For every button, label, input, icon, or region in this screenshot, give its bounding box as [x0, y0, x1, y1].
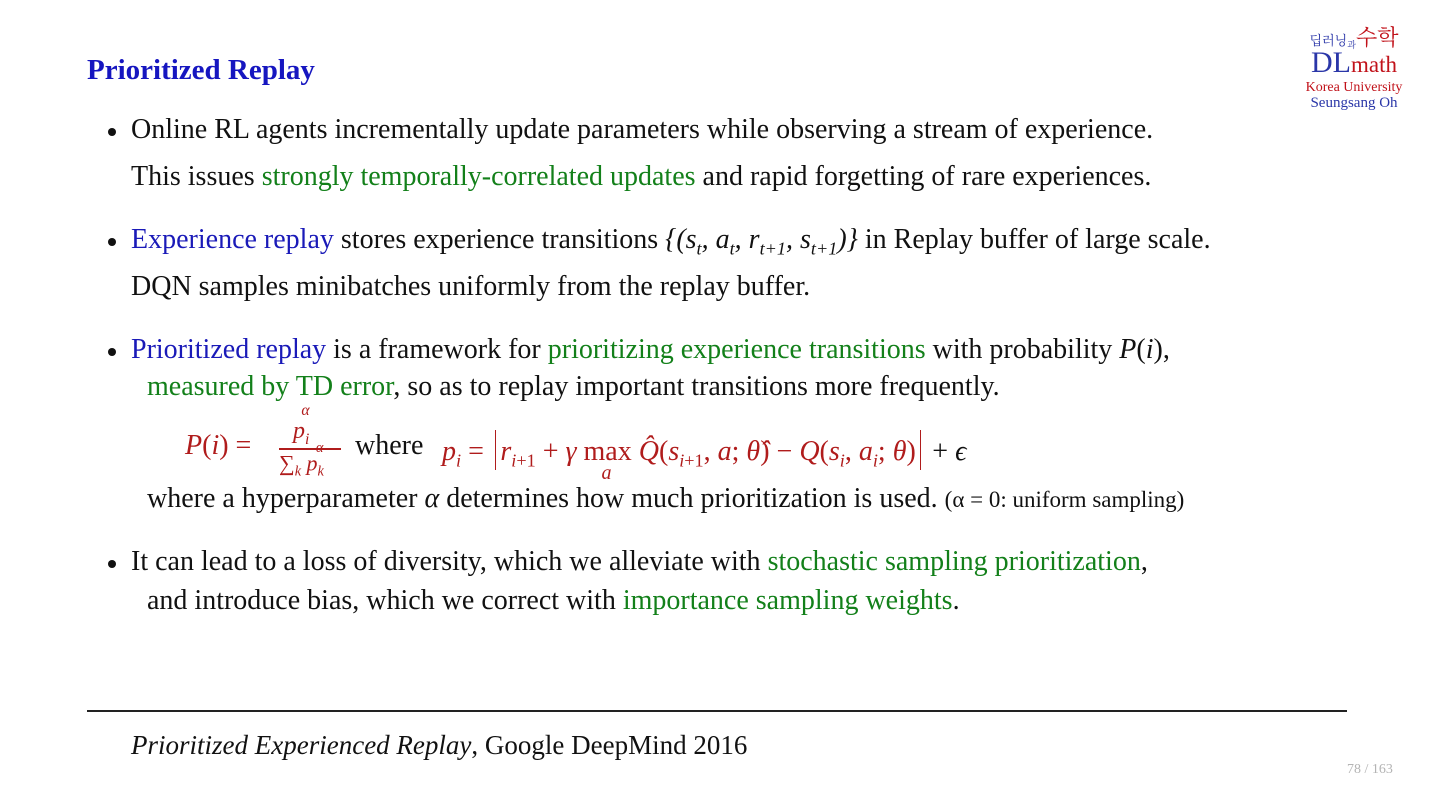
bullet-3-note: (α = 0: uniform sampling)	[944, 487, 1185, 512]
bullet-4-line-1	[131, 546, 1148, 578]
bullet-3-line-3-pre: where a hyperparameter	[147, 483, 425, 514]
formula-where: where	[355, 430, 424, 461]
bullet-dot-2	[108, 238, 116, 246]
formula-max: max a	[583, 436, 632, 484]
logo-author: Seungsang Oh	[1310, 95, 1398, 112]
logo-university: Korea University	[1305, 80, 1403, 95]
bullet-3-highlight-2: prioritizing experience transitions	[547, 334, 926, 365]
footer-rule	[87, 710, 1347, 712]
abs-bar-left	[495, 430, 497, 470]
reference-title: Prioritized Experienced Replay	[131, 730, 472, 760]
bullet-1-highlight: strongly temporally-correlated updates	[261, 161, 696, 192]
bullet-3-line-2	[147, 371, 1000, 403]
abs-bar-right	[920, 430, 922, 470]
bullet-3-highlight: Prioritized replay	[131, 334, 327, 365]
bullet-1-line-2	[131, 161, 1151, 193]
logo-korean-3: 수학	[1355, 26, 1399, 51]
bullet-dot-4	[108, 560, 116, 568]
bullet-2-line-1	[131, 224, 1211, 260]
logo-korean-2: 과	[1347, 41, 1356, 51]
bullet-3-text-3: ,	[1162, 334, 1170, 365]
bullet-4-line-1-pre: It can lead to a loss of diversity, which we alleviate with	[131, 546, 768, 577]
bullet-4-highlight-1: stochastic sampling prioritization	[767, 546, 1141, 577]
reference-sep: ,	[471, 730, 479, 760]
bullet-4-line-2-post: .	[952, 585, 960, 616]
bullet-3-prob: P(i)	[1119, 334, 1163, 365]
bullet-3-line-2-post: , so as to replay important transitions more frequently.	[393, 371, 1000, 402]
formula-lhs: P(i) =	[185, 430, 252, 461]
slide-title: Prioritized Replay	[87, 54, 315, 86]
logo-brand	[1296, 48, 1412, 78]
bullet-4-line-2	[147, 585, 960, 617]
bullet-4-highlight-2: importance sampling weights	[622, 585, 953, 616]
logo-brand-math: math	[1351, 52, 1397, 77]
bullet-1-line-1: Online RL agents incrementally update parameters while observing a stream of experience.	[131, 114, 1154, 145]
reference-org: Google DeepMind 2016	[484, 730, 748, 760]
bullet-3-line-3-post: determines how much prioritization is used.	[439, 483, 938, 514]
formula-numerator: $p_i^\alpha$	[293, 402, 310, 448]
bullet-4-line-2-pre: and introduce bias, which we correct with	[147, 585, 623, 616]
bullet-3-line-3	[147, 483, 1184, 515]
bullet-dot-3	[108, 348, 116, 356]
formula-denominator: $\sum_k$ $p_k^\alpha$	[279, 440, 324, 480]
bullet-4-line-1-post: ,	[1140, 546, 1148, 577]
bullet-1-line-2-pre: This issues	[131, 161, 262, 192]
bullet-2-post: in Replay buffer of large scale.	[857, 224, 1211, 255]
bullet-3-line-1	[131, 334, 1170, 366]
formula-rhs: $p_i = r_{i+1} + \gamma$ max a $Q̂(s_{i+1}$, a; θ̂) − $Q(s_i$, $a_i$; θ) + ϵ	[442, 430, 966, 472]
bullet-dot-1	[108, 128, 116, 136]
bullet-3-text-1: is a framework for	[326, 334, 548, 365]
logo-brand-dl: DL	[1311, 46, 1351, 79]
bullet-2-text: stores experience transitions	[333, 224, 666, 255]
reference	[131, 730, 747, 761]
logo	[1296, 28, 1412, 112]
bullet-3-text-2: with probability	[925, 334, 1120, 365]
bullet-3-line-2-highlight: measured by TD error	[147, 371, 394, 402]
alpha-symbol: α	[424, 483, 440, 514]
page-number: 78 / 163	[1347, 762, 1393, 777]
logo-korean-1: 딥러닝	[1309, 34, 1348, 49]
bullet-1-line-2-post: and rapid forgetting of rare experiences.	[695, 161, 1152, 192]
bullet-2-line-2: DQN samples minibatches uniformly from the replay buffer.	[131, 271, 811, 302]
bullet-2-highlight: Experience replay	[131, 224, 334, 255]
transition-tuple: {($s_t$, $a_t$, $r_{t+1}$, $s_{t+1}$)}	[665, 224, 858, 259]
